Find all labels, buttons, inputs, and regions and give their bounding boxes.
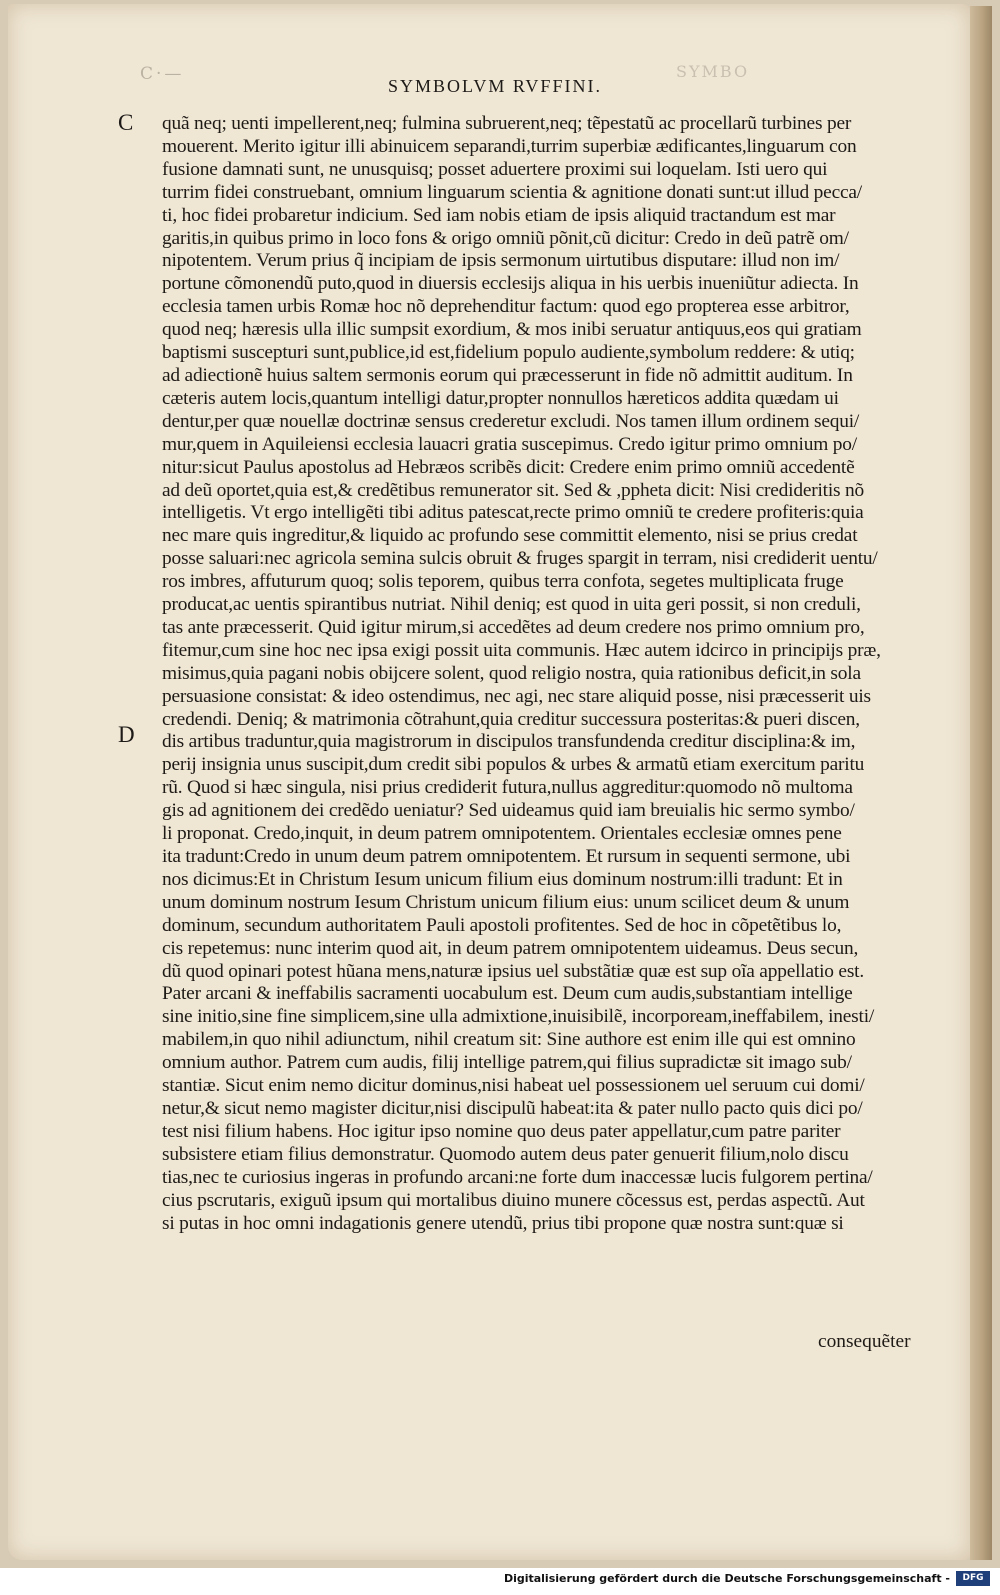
text-line: unum dominum nostrum Iesum Christum unicum filium eius: unum scilicet deum & unum	[162, 891, 850, 913]
text-line: dũ quod opinari potest hũana mens,naturæ ipsius uel substãtiæ quæ est sup oĩa appellatio est.	[162, 960, 864, 982]
dfg-logo[interactable]: DFG	[956, 1571, 990, 1586]
text-line: fusione damnati sunt, ne unusquisq; posset aduertere proximi sui loquelam. Isti uero qui	[162, 158, 828, 180]
text-line: subsistere etiam filius demonstratur. Quomodo autem deus pater genuerit filium,nolo discu	[162, 1143, 849, 1165]
running-header: SYMBOLVM RVFFINI.	[388, 76, 602, 96]
text-line: nos dicimus:Et in Christum Iesum unicum filium eius dominum nostrum:illi tradunt: Et in	[162, 868, 843, 890]
margin-marker-d: D	[118, 722, 135, 747]
catchword: consequẽter	[818, 1331, 911, 1352]
page-edge	[970, 6, 992, 1560]
text-line: quod neq; hæresis ulla illic sumpsit exordium, & mos inibi seruatur antiquus,eos qui gratiam	[162, 319, 862, 341]
text-line: tias,nec te curiosius ingeras in profundo arcani:ne forte dum inaccessæ lucis fulgorem pertina/	[162, 1166, 873, 1188]
margin-marker-c: C	[118, 110, 134, 135]
text-line: li proponat. Credo,inquit, in deum patrem omnipotentem. Orientales ecclesiæ omnes pene	[162, 823, 842, 845]
bleed-through-right: SYMBO	[676, 62, 750, 81]
text-line: producat,ac uentis spirantibus nutriat. Nihil deniq; est quod in uita geri possit, si non creduli,	[162, 594, 861, 616]
text-line: tas ante præcesserit. Quid igitur mirum,si accedẽtes ad deum credere nos primo omnium pro,	[162, 616, 865, 638]
text-line: dominum, secundum authoritatem Pauli apostoli profitentes. Sed de hoc in cõpetẽtibus lo,	[162, 914, 842, 936]
text-line: ecclesia tamen urbis Romæ hoc nõ deprehenditur factum: quod ego propterea esse arbitror,	[162, 296, 850, 318]
footer-credit: Digitalisierung gefördert durch die Deutsche Forschungsgemeinschaft -	[503, 1572, 950, 1585]
text-line: stantiæ. Sicut enim nemo dicitur dominus,nisi habeat uel possessionem uel seruum cui domi/	[162, 1075, 865, 1097]
text-line: cius pscrutaris, exiguũ ipsum qui mortalibus diuino munere cõcessus est, perdas aspectũ. Aut	[162, 1189, 865, 1211]
text-line: omnium author. Patrem cum audis, filij intellige patrem,qui filius supradictæ sit imago sub/	[162, 1052, 852, 1074]
text-line: intelligetis. Vt ergo intelligẽti tibi aditus patescat,recte primo omniũ te credere profiteris:quia	[162, 502, 864, 524]
text-line: baptismi suscepturi sunt,publice,id est,fidelium populo audiente,symbolum reddere: & utiq;	[162, 342, 855, 364]
text-line: cæteris autem locis,quantum intelligi datur,propter nonnullos hæreticos addita quædam ui	[162, 387, 839, 409]
text-line: gis ad agnitionem dei credẽdo ueniatur? Sed uideamus quid iam breuialis hic sermo symbo/	[162, 800, 855, 822]
text-line: credendi. Deniq; & matrimonia cõtrahunt,quia creditur successura posteritas:& pueri discen,	[162, 708, 860, 730]
text-line: ita tradunt:Credo in unum deum patrem omnipotentem. Et rursum in sequenti sermone, ubi	[162, 846, 851, 867]
text-line: nipotentem. Verum prius q̃ incipiam de ipsis sermonum uirtutibus disputare: illud non im/	[162, 250, 840, 272]
text-line: dis artibus traduntur,quia magistrorum in discipulos transfundenda creditur disciplina:& im,	[162, 731, 856, 753]
text-line: fitemur,cum sine hoc nec ipsa exigi possit uita communis. Hæc autem idcirco in principijs præ,	[162, 639, 881, 661]
text-line: perij insignia unus suscipit,dum credit sibi populos & urbes & armatũ etiam exercitum paritu	[162, 754, 865, 776]
text-line: netur,& sicut nemo magister dicitur,nisi discipulũ habeat:ita & pater nullo pacto quis dici po/	[162, 1097, 863, 1119]
text-line: si putas in hoc omni indagationis genere utendũ, prius tibi propone quæ nostra sunt:quæ si	[162, 1212, 844, 1234]
text-line: sine initio,sine fine simplicem,sine ulla admixtione,inuisibilẽ, incorpoream,ineffabilem, inesti/	[162, 1006, 875, 1028]
footer-bar	[0, 1568, 1000, 1595]
body-text	[162, 113, 926, 1235]
text-line: ad adiectionẽ huius saltem sermonis eorum qui præcesserunt in fide nõ admittit auditum. In	[162, 364, 853, 386]
bleed-through-left: C·—	[140, 64, 185, 84]
text-line: quã neq; uenti impellerent,neq; fulmina subruerent,neq; tẽpestatũ ac procellarũ turbines per	[162, 113, 852, 134]
text-line: posse saluari:nec agricola semina sulcis obruit & fruges spargit in terram, nisi crediderit uentu/	[162, 548, 878, 570]
text-line: mabilem,in quo nihil adiunctum, nihil creatum sit: Sine authore est enim ille qui est omnino	[162, 1029, 856, 1051]
text-line: rũ. Quod si hæc singula, nisi prius crediderit futura,nullus aggreditur:quomodo nõ multoma	[162, 777, 853, 799]
text-line: mouerent. Merito igitur illi abinuicem separandi,turrim superbiæ ædificantes,linguarum con	[162, 135, 857, 157]
text-line: test nisi filium habens. Hoc igitur ipso nomine quo deus pater appellatur,cum patre pariter	[162, 1120, 841, 1142]
text-line: nec mare quis ingreditur,& liquido ac profundo sese committit elemento, nisi se prius credat	[162, 525, 858, 547]
text-line: dentur,per quæ nouellæ doctrinæ sensus crederetur excludi. Nos tamen illum ordinem sequi/	[162, 410, 860, 432]
text-line: Pater arcani & ineffabilis sacramenti uocabulum est. Deum cum audis,substantiam intellige	[162, 983, 853, 1005]
text-line: nitur:sicut Paulus apostolus ad Hebræos scribẽs dicit: Credere enim primo omniũ accedentẽ	[162, 456, 855, 478]
text-line: garitis,in quibus primo in loco fons & origo omniũ põnit,cũ dicitur: Credo in deũ patrẽ om/	[162, 227, 849, 249]
text-line: misimus,quia pagani nobis obijcere solent, quod religio nostra, quia rationibus deficit,in sola	[162, 662, 861, 684]
text-line: ti, hoc fidei probaretur indicium. Sed iam nobis etiam de ipsis aliquid tractandum est mar	[162, 204, 836, 226]
text-line: persuasione consistat: & ideo ostendimus, nec agi, nec stare aliquid posse, nisi præcesserit uis	[162, 685, 871, 707]
text-line: cis repetemus: nunc interim quod ait, in deum patrem omnipotentem uideamus. Deus secun,	[162, 937, 859, 959]
text-line: ad deũ oportet,quia est,& credẽtibus remunerator sit. Sed & ,ppheta dicit: Nisi credideritis nõ	[162, 479, 865, 501]
text-line: turrim fidei construebant, omnium linguarum scientia & agnitione donati sunt:ut illud pecca/	[162, 181, 862, 203]
text-line: portune cõmonendũ puto,quod in diuersis ecclesijs aliqua in his uerbis inueniũtur adiecta. In	[162, 273, 859, 295]
text-line: mur,quem in Aquileiensi ecclesia lauacri gratia suscepimus. Credo igitur primo omnium po/	[162, 433, 857, 455]
text-line: ros imbres, affuturum quoq; solis teporem, quibus terra confota, segetes multiplicata fruge	[162, 571, 844, 593]
